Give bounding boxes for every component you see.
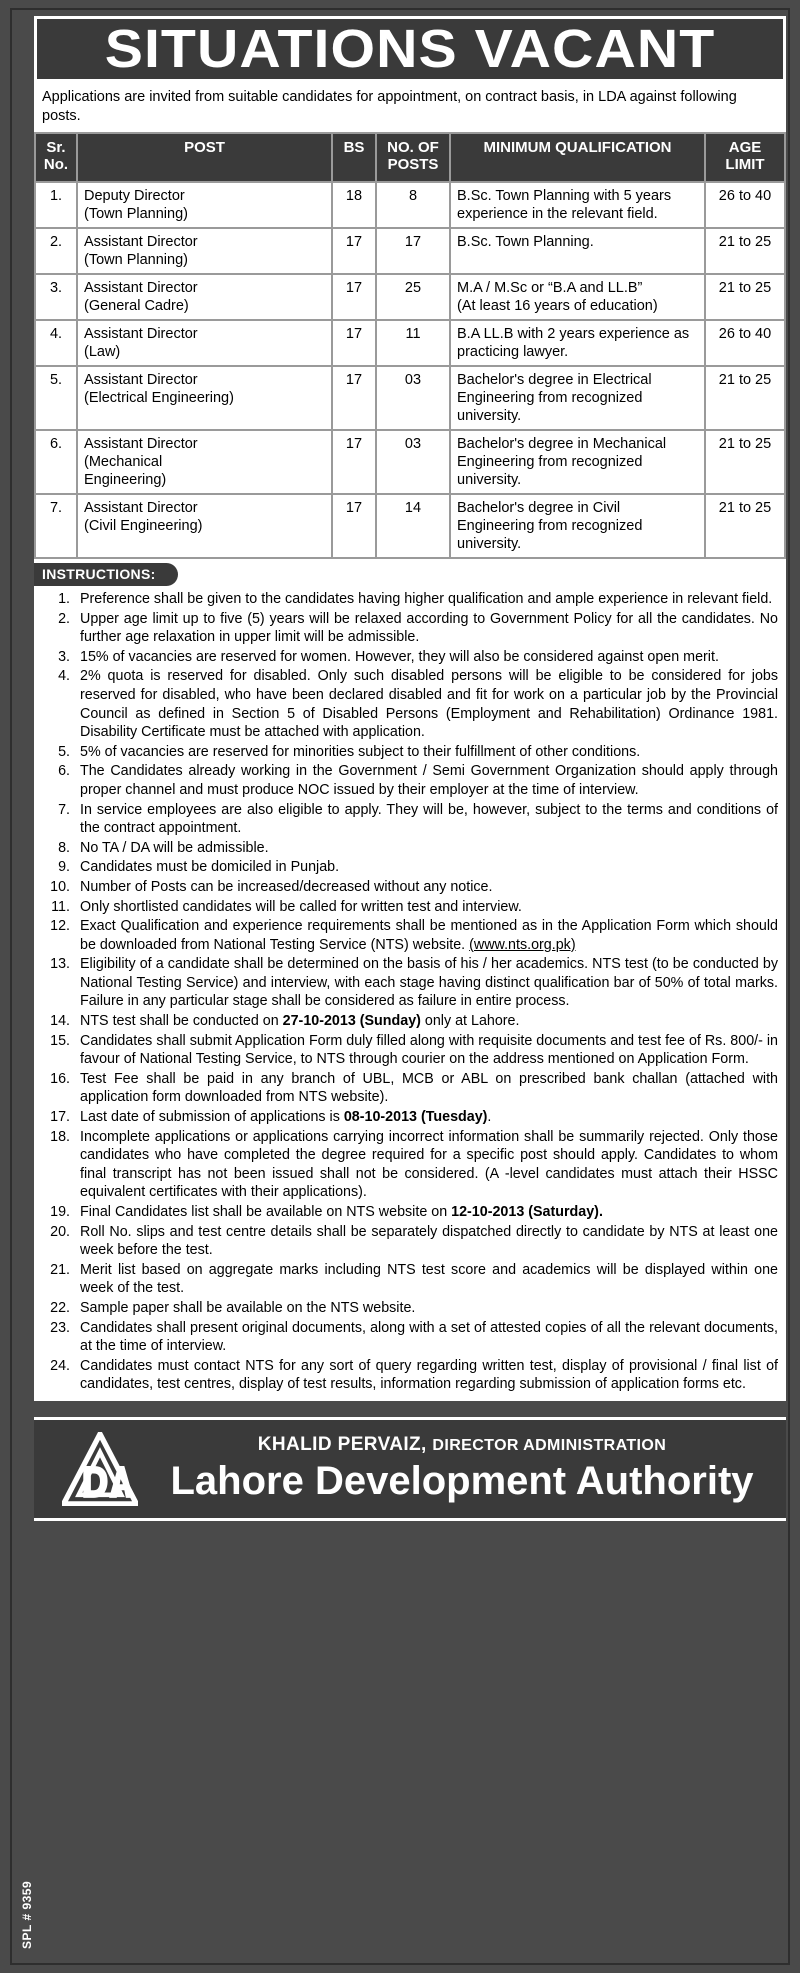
table-row [36,495,784,557]
cell-age-limit: 21 to 25 [706,367,784,429]
sr-no-line1: Sr. [46,139,66,156]
table-header-row [36,134,784,181]
instruction-item [38,1299,778,1318]
official-title: DIRECTOR ADMINISTRATION [432,1437,667,1455]
footer-official [152,1433,772,1458]
cell-post: Assistant Director (Electrical Engineering) [78,367,331,429]
cell-qualification: B.A LL.B with 2 years experience as practicing lawyer. [451,321,704,365]
table-row [36,431,784,493]
instruction-number: 9. [58,859,70,876]
cell-age-limit: 26 to 40 [706,321,784,365]
cell-sr-no: 6. [36,431,76,493]
instruction-item [38,1108,778,1127]
table-row [36,367,784,429]
instruction-text: Number of Posts can be increased/decreased without any notice. [80,878,493,895]
cell-age-limit: 21 to 25 [706,275,784,319]
instruction-item [38,839,778,858]
cell-age-limit: 21 to 25 [706,229,784,273]
instructions-list [34,590,786,1394]
table-header [36,134,784,181]
no-of-posts-line1: NO. OF [387,139,439,156]
table-row [36,229,784,273]
instruction-text: Preference shall be given to the candidates having higher qualification and ample experience in relevant field. [80,591,773,607]
lda-logo-icon [62,1432,138,1506]
instruction-item [38,743,778,762]
cell-bs: 17 [333,495,375,557]
spl-code-label: SPL # 9359 [20,1880,34,1949]
table-row [36,183,784,227]
instructions-section [34,559,786,1401]
instruction-number: 3. [58,648,70,665]
instruction-text: Candidates shall present original documents, along with a set of attested copies of all the relevant documents, at the time of interview. [80,1319,778,1355]
column-header-minimum-qualification: MINIMUM QUALIFICATION [451,134,704,181]
instruction-number: 5. [58,743,70,760]
cell-sr-no: 7. [36,495,76,557]
jobs-table [34,132,786,559]
instruction-number: 22. [50,1299,70,1316]
column-header-age-limit [706,134,784,181]
cell-qualification: M.A / M.Sc or “B.A and LL.B” (At least 16 years of education) [451,275,704,319]
instruction-number: 8. [58,839,70,856]
instruction-text: 15% of vacancies are reserved for women. However, they will also be considered against open merit. [80,648,719,665]
outer-frame [10,8,790,1965]
instruction-item [38,1319,778,1356]
column-header-no-of-posts [377,134,449,181]
instruction-item [38,1223,778,1260]
cell-post: Assistant Director (Law) [78,321,331,365]
instruction-item [38,1012,778,1031]
instruction-item [38,667,778,741]
table-body [36,183,784,557]
instruction-item [38,917,778,954]
instruction-number: 1. [58,591,70,607]
instruction-number: 12. [50,918,70,935]
cell-post: Assistant Director (Town Planning) [78,229,331,273]
cell-no-of-posts: 11 [377,321,449,365]
instruction-item [38,1070,778,1107]
instructions-heading: INSTRUCTIONS: [34,563,178,586]
instruction-number: 17. [50,1109,70,1126]
instruction-item [38,1261,778,1298]
instruction-text: Incomplete applications or applications carrying incorrect information shall be summarily rejected. Only those candidates who have completed the degree required for a specific post should apply. Candidates to whom final transcript has not been issued shall not be considered. (A -level candidates must attach their HSSC equivalent certificates with their applications). [80,1128,778,1201]
instruction-number: 19. [50,1204,70,1220]
cell-sr-no: 2. [36,229,76,273]
cell-no-of-posts: 03 [377,367,449,429]
instruction-item [38,955,778,1011]
banner [34,16,786,82]
instruction-item [38,610,778,647]
instruction-text: Candidates must contact NTS for any sort of query regarding written test, display of provisional / final list of candidates, test centres, display of test results, information regarding submission of application forms etc. [80,1357,778,1393]
column-header-bs: BS [333,134,375,181]
cell-post: Assistant Director (Mechanical Engineering) [78,431,331,493]
footer-bar [34,1417,786,1521]
instruction-number: 20. [50,1223,70,1240]
cell-qualification: B.Sc. Town Planning. [451,229,704,273]
instruction-text: Merit list based on aggregate marks including NTS test score and academics will be displayed within one week of the test. [80,1261,778,1297]
cell-sr-no: 1. [36,183,76,227]
instruction-text: In service employees are also eligible to apply. They will be, however, subject to the terms and conditions of the contract appointment. [80,801,778,837]
cell-post: Assistant Director (General Cadre) [78,275,331,319]
cell-no-of-posts: 25 [377,275,449,319]
content-column [34,16,786,1543]
no-of-posts-line2: POSTS [387,156,439,173]
instruction-text: Last date of submission of applications is 08-10-2013 (Tuesday). [80,1109,492,1126]
instruction-text: Test Fee shall be paid in any branch of UBL, MCB or ABL on prescribed bank challan (attached with application form downloaded from NTS website). [80,1070,778,1106]
cell-age-limit: 21 to 25 [706,431,784,493]
instruction-item [38,898,778,917]
instruction-text: The Candidates already working in the Government / Semi Government Organization should apply through proper channel and must produce NOC issued by their employer at the time of interview. [80,763,778,798]
intro-paragraph: Applications are invited from suitable candidates for appointment, on contract basis, in LDA against following posts. [34,82,786,132]
cell-qualification: Bachelor's degree in Electrical Engineering from recognized university. [451,367,704,429]
cell-bs: 18 [333,183,375,227]
instruction-text: Roll No. slips and test centre details shall be separately dispatched directly to candidate by NTS at least one week before the test. [80,1223,778,1259]
table-row [36,275,784,319]
age-limit-line1: AGE [728,139,762,156]
cell-sr-no: 3. [36,275,76,319]
page-title: SITUATIONS VACANT [104,19,716,79]
instruction-number: 6. [58,763,70,780]
cell-no-of-posts: 14 [377,495,449,557]
cell-no-of-posts: 17 [377,229,449,273]
instruction-item [38,1357,778,1394]
instruction-text: No TA / DA will be admissible. [80,839,269,856]
instruction-text: Upper age limit up to five (5) years will be relaxed according to Government Policy for all the candidates. No further age relaxation in upper limit will be admissible. [80,610,778,646]
instruction-number: 23. [50,1319,70,1336]
cell-bs: 17 [333,367,375,429]
sr-no-line2: No. [43,156,69,173]
instruction-number: 18. [50,1128,70,1145]
cell-qualification: B.Sc. Town Planning with 5 years experience in the relevant field. [451,183,704,227]
instruction-item [38,801,778,838]
cell-bs: 17 [333,321,375,365]
instruction-item [38,1032,778,1069]
instruction-number: 4. [58,668,70,685]
instruction-number: 13. [50,956,70,973]
cell-qualification: Bachelor's degree in Civil Engineering from recognized university. [451,495,704,557]
instruction-text: Only shortlisted candidates will be called for written test and interview. [80,898,522,915]
table-row [36,321,784,365]
official-name: KHALID PERVAIZ, [257,1434,427,1456]
instruction-text: 5% of vacancies are reserved for minorities subject to their fulfillment of other conditions. [80,743,641,760]
cell-bs: 17 [333,229,375,273]
instruction-item [38,762,778,799]
instruction-number: 10. [50,878,70,895]
instruction-item [38,858,778,877]
instruction-text: 2% quota is reserved for disabled. Only such disabled persons will be eligible to be considered for jobs reserved for disabled, who have been declared disabled and fit for work on a particular job by the Provincial Council as defined in Section 5 of Disabled Persons (Employment and Rehabilitation) Ordinance 1981. Disability Certificate must be attached with application. [80,668,778,741]
cell-sr-no: 5. [36,367,76,429]
instruction-number: 14. [50,1013,70,1030]
instruction-text: Sample paper shall be available on the NTS website. [80,1299,416,1316]
column-header-sr-no [36,134,76,181]
instruction-item [38,648,778,667]
bottom-strip [34,1521,786,1543]
instruction-number: 2. [58,610,70,627]
cell-bs: 17 [333,431,375,493]
instruction-number: 21. [50,1261,70,1278]
instruction-item [38,1128,778,1202]
instruction-item [38,1203,778,1222]
instruction-number: 24. [50,1357,70,1374]
instruction-item [38,878,778,897]
age-limit-line2: LIMIT [725,156,765,173]
instruction-item [38,590,778,609]
organization-name: Lahore Development Authority [170,1459,754,1504]
footer-text-block [152,1433,786,1504]
instruction-text: Candidates shall submit Application Form duly filled along with requisite documents and test fee of Rs. 800/- in favour of National Testing Service, to NTS through courier on the address mentioned on Application Form. [80,1032,778,1068]
cell-no-of-posts: 03 [377,431,449,493]
cell-post: Assistant Director (Civil Engineering) [78,495,331,557]
cell-qualification: Bachelor's degree in Mechanical Engineering from recognized university. [451,431,704,493]
cell-sr-no: 4. [36,321,76,365]
instruction-number: 7. [58,801,70,818]
instruction-number: 15. [50,1032,70,1049]
instruction-text: NTS test shall be conducted on 27-10-2013 (Sunday) only at Lahore. [80,1013,520,1030]
column-header-post: POST [78,134,331,181]
instruction-text: Final Candidates list shall be available on NTS website on 12-10-2013 (Saturday). [80,1204,603,1220]
cell-bs: 17 [333,275,375,319]
cell-no-of-posts: 8 [377,183,449,227]
cell-post: Deputy Director (Town Planning) [78,183,331,227]
cell-age-limit: 21 to 25 [706,495,784,557]
cell-age-limit: 26 to 40 [706,183,784,227]
instruction-number: 16. [50,1070,70,1087]
instruction-number: 11. [51,898,70,915]
instruction-text: Eligibility of a candidate shall be determined on the basis of his / her academics. NTS test (to be conducted by National Testing Service) and interview, with each stage having distinct qualification bar of 50% of total marks. Failure in any particular stage shall be considered as failure in entire process. [80,956,778,1010]
instruction-text: Exact Qualification and experience requirements shall be mentioned as in the Application Form which should be downloaded from National Testing Service (NTS) website. (www.nts.org.pk) [80,918,778,953]
instruction-text: Candidates must be domiciled in Punjab. [80,859,340,876]
